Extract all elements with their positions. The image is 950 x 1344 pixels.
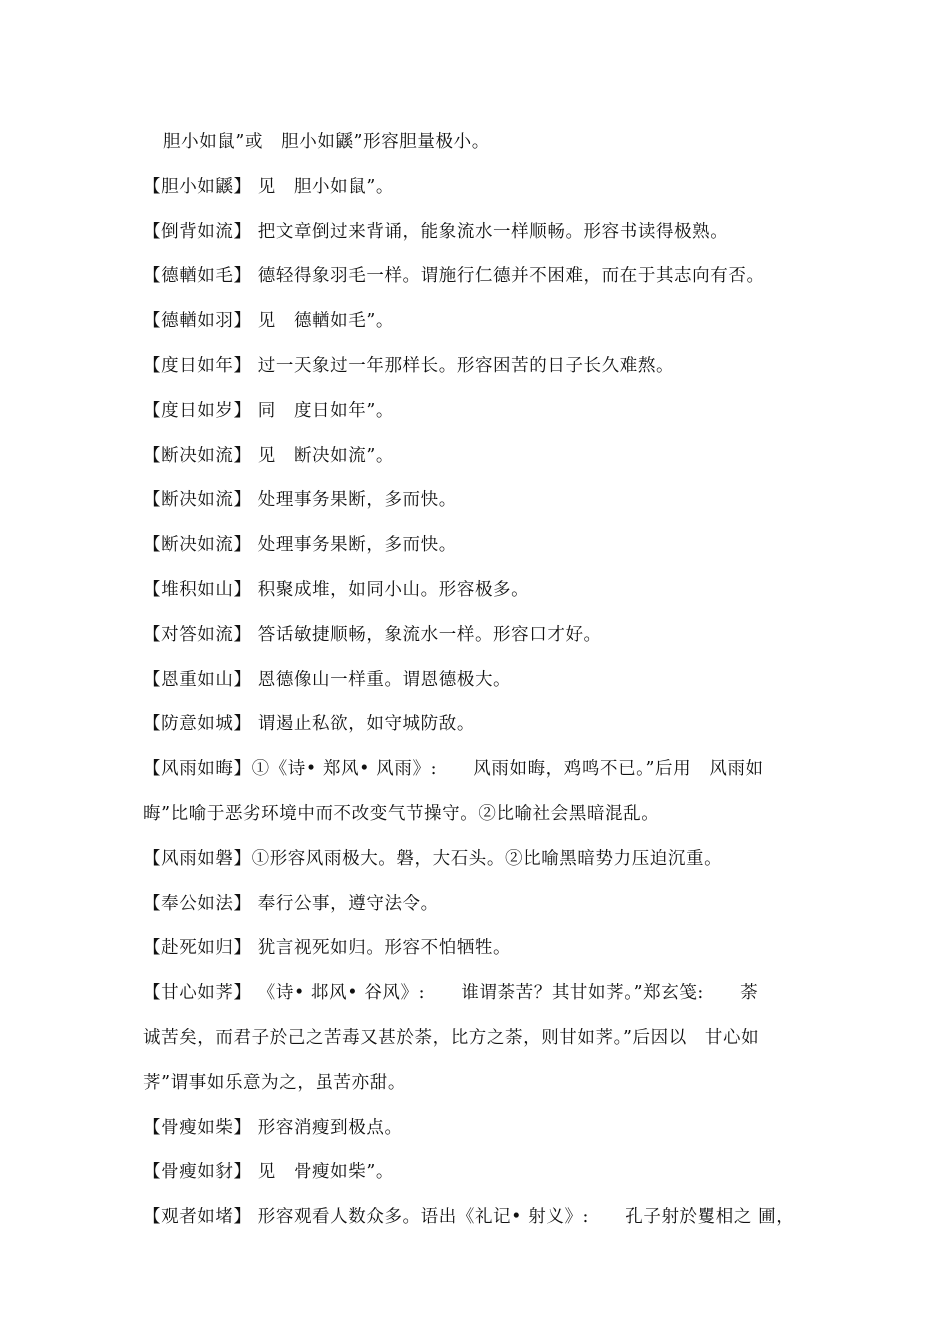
document-page (143, 120, 815, 1240)
entry-line: 【断决如流】 见 断决如流”。 (143, 445, 395, 466)
entry-line: 【恩重如山】 恩德像山一样重。谓恩德极大。 (143, 669, 512, 690)
entry-line: 【胆小如鼷】 见 胆小如鼠”。 (143, 176, 395, 197)
entry-line: 【风雨如晦】①《诗• 郑风• 风雨》: 风雨如晦，鸡鸣不已。”后用 风雨如 (143, 759, 764, 780)
entry-line: 【断决如流】 处理事务果断，多而快。 (143, 535, 457, 556)
entry-line: 【对答如流】 答话敏捷顺畅，象流水一样。形容口才好。 (143, 624, 602, 645)
entry-line: 【防意如城】 谓遏止私欲，如守城防敌。 (143, 714, 475, 735)
entry-line: 【断决如流】 处理事务果断，多而快。 (143, 490, 457, 511)
entry-continuation-line: 诚苦矣，而君子於己之苦毒又甚於荼，比方之荼，则甘如荠。”后因以 甘心如 (143, 1027, 760, 1048)
entry-line: 【骨瘦如豺】 见 骨瘦如柴”。 (143, 1162, 395, 1183)
entry-continuation-line: 荠”谓事如乐意为之，虽苦亦甜。 (143, 1072, 406, 1093)
entry-line: 【度日如年】 过一天象过一年那样长。形容困苦的日子长久难熬。 (143, 355, 675, 376)
entry-line: 【倒背如流】 把文章倒过来背诵，能象流水一样顺畅。形容书读得极熟。 (143, 221, 729, 242)
entry-line: 【度日如岁】 同 度日如年”。 (143, 400, 395, 421)
entry-line: 【德輶如羽】 见 德輶如毛”。 (143, 311, 395, 332)
entry-line: 【德輶如毛】 德轻得象羽毛一样。谓施行仁德并不困难，而在于其志向有否。 (143, 266, 765, 287)
entry-line: 【奉公如法】 奉行公事，遵守法令。 (143, 893, 439, 914)
entry-line: 【堆积如山】 积聚成堆，如同小山。形容极多。 (143, 579, 530, 600)
entry-line: 【甘心如荠】 《诗• 邶风• 谷风》: 谁谓荼苦？其甘如荠。”郑玄笺: 荼 (143, 983, 759, 1004)
entry-line: 【赴死如归】 犹言视死如归。形容不怕牺牲。 (143, 938, 512, 959)
text-line: 胆小如鼠”或 胆小如鼷”形容胆量极小。 (163, 132, 490, 152)
entry-line: 【观者如堵】 形容观看人数众多。语出《礼记• 射义》: 孔子射於矍相之 圃， (143, 1207, 795, 1228)
entry-line: 【风雨如磐】①形容风雨极大。磐，大石头。②比喻黑暗势力压迫沉重。 (143, 848, 723, 869)
entry-continuation-line: 晦”比喻于恶劣环境中而不改变气节操守。②比喻社会黑暗混乱。 (143, 803, 660, 824)
entry-line: 【骨瘦如柴】 形容消瘦到极点。 (143, 1117, 403, 1138)
